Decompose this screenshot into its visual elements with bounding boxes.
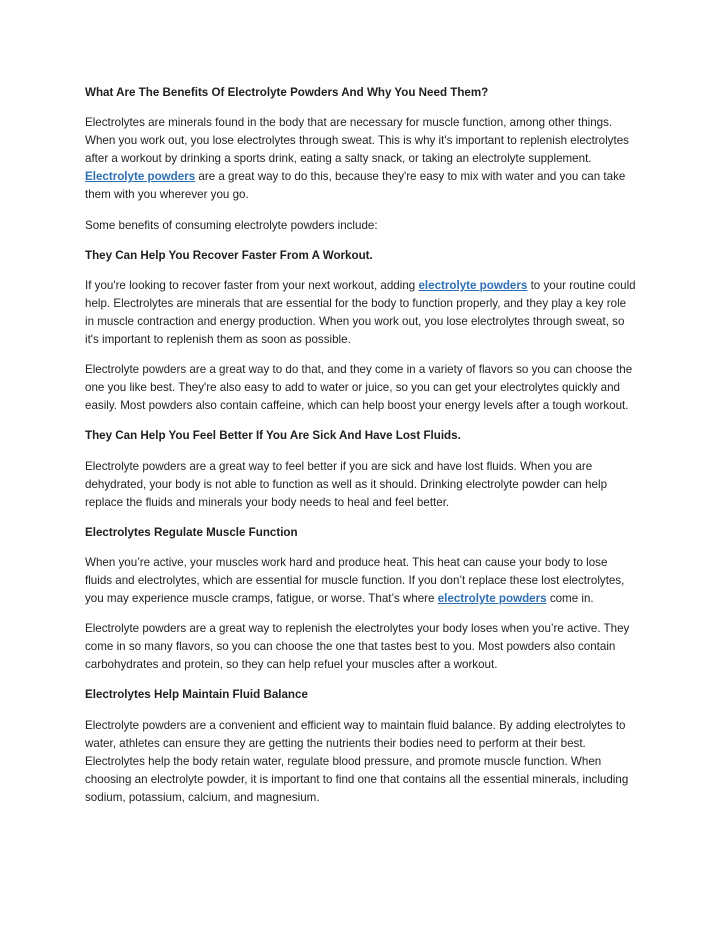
sick-paragraph: Electrolyte powders are a great way to feel better if you are sick and have lost fluids. When you are dehydrated, your body is not able to function as well as it should. Drinking electrolyte powder can help replace the fluids and minerals your body needs to heal and feel better. (85, 459, 608, 509)
section-heading-recover: They Can Help You Recover Faster From A Workout. (85, 248, 373, 262)
recover-paragraph-1 (85, 277, 637, 349)
document-title: What Are The Benefits Of Electrolyte Powders And Why You Need Them? (85, 86, 489, 99)
recover-text-end: to your routine could help. Electrolytes are minerals that are essential for the body to function properly, and they play a key role in muscle contraction and energy production. When you work out, you lose electrolytes through sweat, so it's important to replenish them as soon as possible. (85, 278, 636, 347)
electrolyte-powders-link-3[interactable]: electrolyte powders (437, 592, 547, 606)
muscle-paragraph-2: Electrolyte powders are a great way to replenish the electrolytes your body loses when you’re active. They come in so many flavors, so you can choose the one that tastes best to you. Most powders also contain carbohydrates and protein, so they can help refuel your muscles after a workout. (85, 622, 630, 672)
section-heading-muscle: Electrolytes Regulate Muscle Function (85, 525, 298, 539)
intro-paragraph (85, 114, 637, 204)
section-heading-fluid: Electrolytes Help Maintain Fluid Balance (85, 688, 308, 702)
recover-text-start: If you're looking to recover faster from your next workout, adding (85, 278, 419, 292)
intro-text-end: are a great way to do this, because they're easy to mix with water and you can take them with you wherever you go. (85, 170, 626, 202)
document-page (85, 84, 637, 819)
electrolyte-powders-link-1[interactable]: Electrolyte powders (85, 170, 196, 184)
muscle-text-start: When you’re active, your muscles work hard and produce heat. This heat can cause your body to lose fluids and electrolytes, which are essential for muscle function. If you don’t replace these lost electrolytes, you may experience muscle cramps, fatigue, or worse. That’s where (85, 555, 625, 606)
recover-paragraph-2: Electrolyte powders are a great way to do that, and they come in a variety of flavors so you can choose the one you like best. They're also easy to add to water or juice, so you can get your electrolytes quickly and easily. Most powders also contain caffeine, which can help boost your energy levels after a tough workout. (85, 363, 633, 413)
muscle-text-end: come in. (546, 592, 594, 606)
electrolyte-powders-link-2[interactable]: electrolyte powders (418, 278, 528, 292)
muscle-paragraph-1 (85, 554, 637, 608)
section-heading-sick: They Can Help You Feel Better If You Are Sick And Have Lost Fluids. (85, 429, 461, 443)
fluid-paragraph: Electrolyte powders are a convenient and efficient way to maintain fluid balance. By adding electrolytes to water, athletes can ensure they are getting the nutrients their bodies need to perform at their best. Electrolytes help the body retain water, regulate blood pressure, and promote muscle function. When choosing an electrolyte powder, it is important to find one that contains all the essential minerals, including sodium, potassium, calcium, and magnesium. (85, 718, 629, 804)
benefits-intro: Some benefits of consuming electrolyte powders include: (85, 218, 378, 232)
intro-text-start: Electrolytes are minerals found in the body that are necessary for muscle function, among other things. When you work out, you lose electrolytes through sweat. This is why it's important to replenish electrolytes after a workout by drinking a sports drink, eating a salty snack, or taking an electrolyte supplement. (85, 116, 629, 166)
